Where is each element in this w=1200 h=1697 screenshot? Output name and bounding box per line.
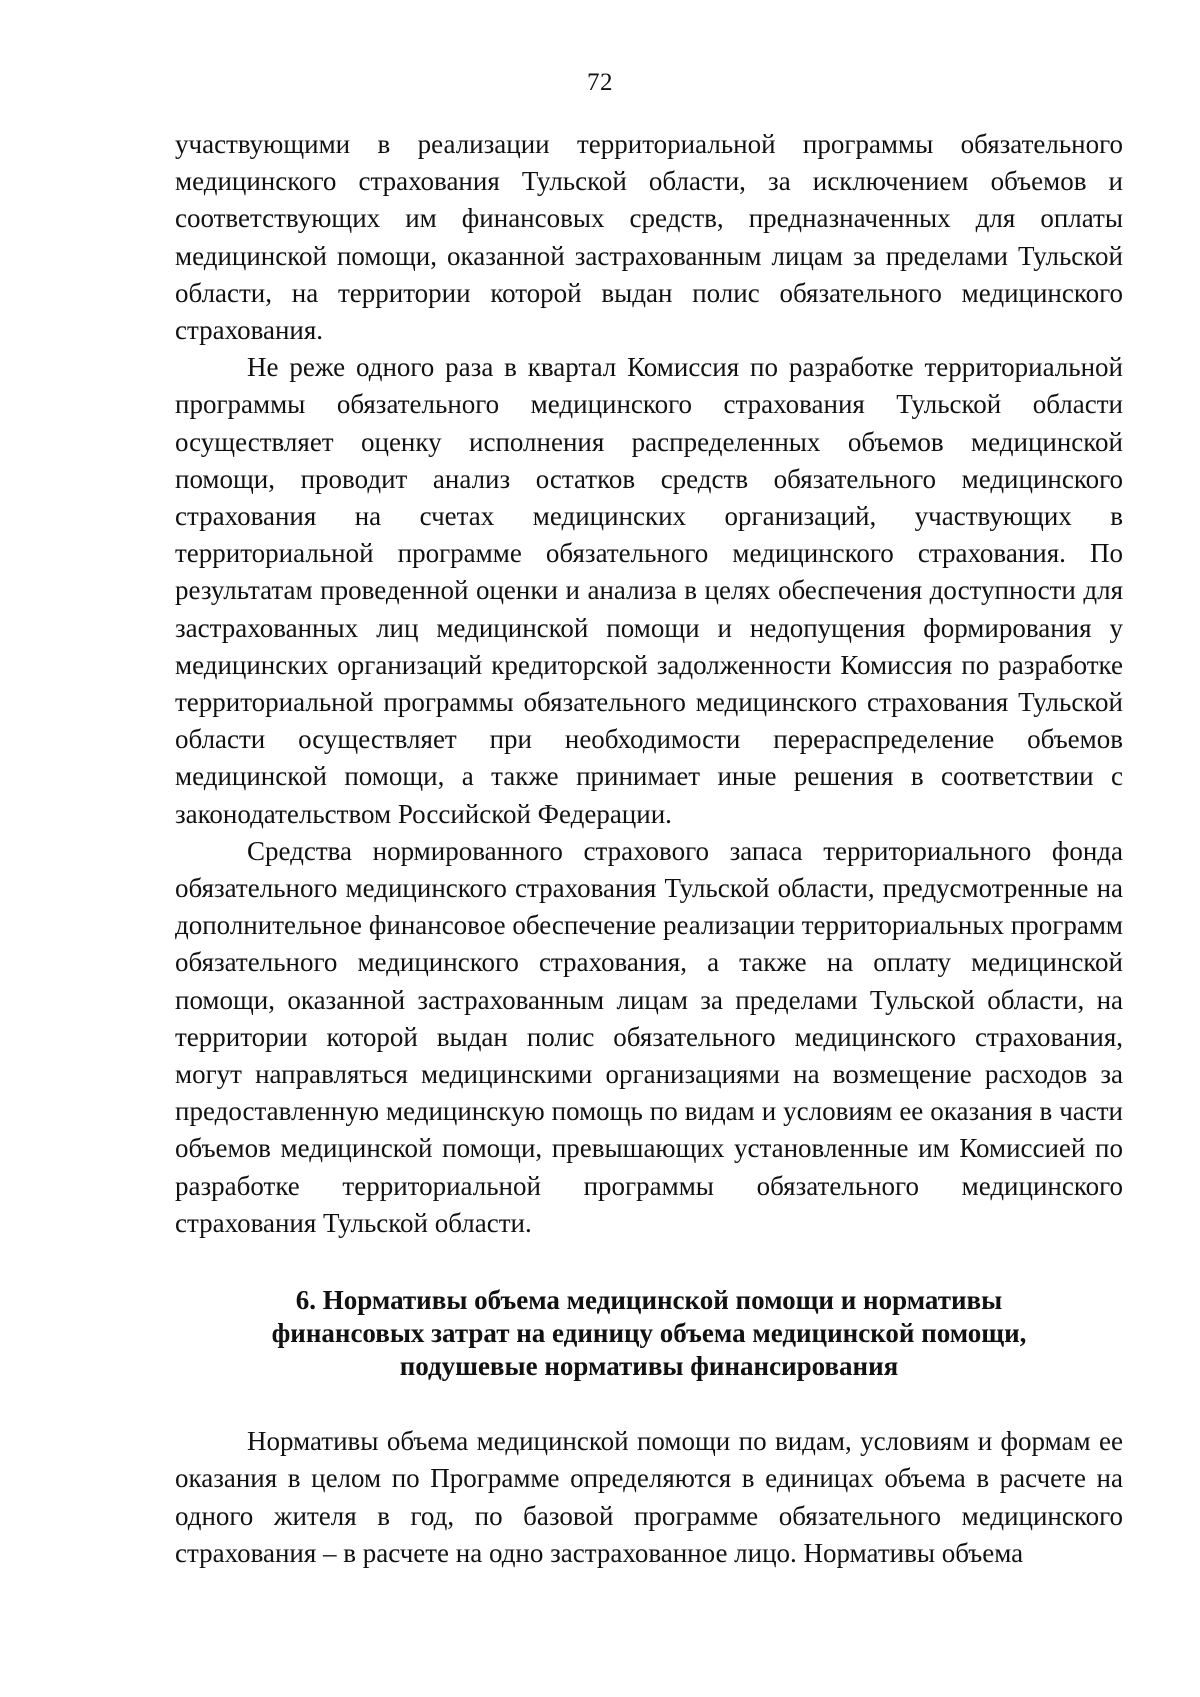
document-body <box>175 126 1123 1572</box>
paragraph-commission-assessment: Не реже одного раза в квартал Комиссия по разработке территориальной программы обязательного медицинского страхования Тульской области осуществляет оценку исполнения распределенных объемов медицинской помощи, проводит анализ остатков средств обязательного медицинского страхования на счетах медицинских организаций, участвующих в территориальной программе обязательного медицинского страхования. По результатам проведенной оценки и анализа в целях обеспечения доступности для застрахованных лиц медицинской помощи и недопущения формирования у медицинских организаций кредиторской задолженности Комиссия по разработке территориальной программы обязательного медицинского страхования Тульской области осуществляет при необходимости перераспределение объемов медицинской помощи, а также принимает иные решения в соответствии с законодательством Российской Федерации. <box>175 352 1123 829</box>
section-heading <box>175 1284 1123 1383</box>
section-heading-line: 6. Нормативы объема медицинской помощи и нормативы <box>295 1285 1003 1316</box>
paragraph-insurance-reserve: Средства нормированного страхового запаса территориального фонда обязательного медицинского страхования Тульской области, предусмотренные на дополнительное финансовое обеспечение реализации территориальных программ обязательного медицинского страхования, а также на оплату медицинской помощи, оказанной застрахованным лицам за пределами Тульской области, на территории которой выдан полис обязательного медицинского страхования, могут направляться медицинскими организациями на возмещение расходов за предоставленную медицинскую помощь по видам и условиям ее оказания в части объемов медицинской помощи, превышающих установленные им Комиссией по разработке территориальной программы обязательного медицинского страхования Тульской области. <box>175 835 1123 1238</box>
paragraph-volume-standards: Нормативы объема медицинской помощи по видам, условиям и формам ее оказания в целом по Программе определяются в единицах объема в расчете на одного жителя в год, по базовой программе обязательного медицинского страхования – в расчете на одно застрахованное лицо. Нормативы объема <box>175 1426 1123 1568</box>
section-heading-line: подушевые нормативы финансирования <box>399 1351 899 1382</box>
paragraph-continuation: участвующими в реализации территориальной программы обязательного медицинского страхования Тульской области, за исключением объемов и соответствующих им финансовых средств, предназначенных для оплаты медицинской помощи, оказанной застрахованным лицам за пределами Тульской области, на территории которой выдан полис обязательного медицинского страхования. <box>175 129 1123 346</box>
section-heading-line: финансовых затрат на единицу объема медицинской помощи, <box>271 1318 1027 1349</box>
page-number: 72 <box>587 69 613 96</box>
